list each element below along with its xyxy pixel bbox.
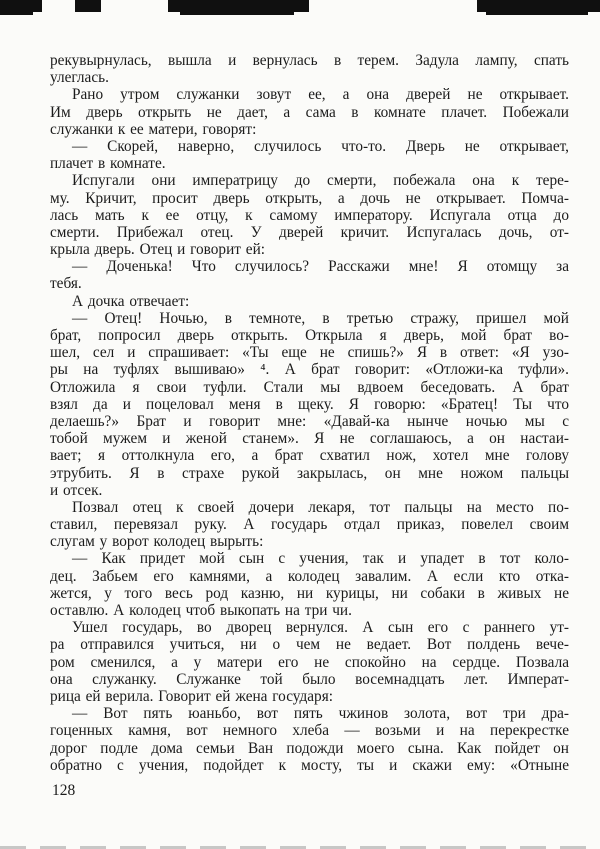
text-line: жется, у того весь род казню, ни курицы, ни собаки в живых не (50, 584, 569, 602)
text-line: Испугали они императрицу до смерти, побежала она к тере- (72, 172, 569, 190)
text-line: крыла дверь. Отец и говорит ей: (50, 241, 266, 259)
text-line: лась мать к ее отцу, к самому императору. Испугала отца до (50, 206, 569, 224)
scan-top-edge-artifact-lower (0, 12, 600, 15)
text-line: А дочка отвечает: (72, 292, 190, 310)
text-line: ры на туфлях вышиваю» ⁴. А брат говорит: «Отложи-ка туфли». (50, 361, 569, 379)
text-line: вает; я оттолкнула его, а брат схватил нож, хотел мне голову (50, 447, 569, 465)
text-line: рекувырнулась, вышла и вернулась в терем. Задула лампу, спать (50, 52, 569, 69)
page-number: 128 (52, 782, 76, 799)
text-line: смерти. Прибежал отец. У дверей кричит. Испугалась дочь, от- (50, 223, 569, 241)
text-line: служанки к ее матери, говорят: (50, 120, 257, 138)
text-line: — Вот пять юаньбо, вот пять чжинов золота, вот три дра- (72, 705, 569, 723)
text-line: му. Кричит, просит дверь открыть, а дочь не открывает. Помча- (50, 189, 569, 207)
text-line: обратно с учения, подойдет к мосту, ты и скажи ему: «Отныне (50, 756, 569, 774)
text-line: оставлю. А колодец чтоб выкопать на три чи. (50, 602, 352, 619)
text-line: делаешь?» Брат и говорит мне: «Давай-ка нынче ночью мы с (50, 412, 569, 430)
text-line: рица ей верила. Говорит ей жена государя: (50, 687, 333, 705)
text-line: брат, попросил дверь открыть. Открыла я дверь, мой брат во- (50, 327, 569, 344)
text-line: тебя. (50, 275, 82, 293)
text-line: — Скорей, наверно, случилось что-то. Дверь не открывает, (72, 137, 569, 155)
text-line: Рано утром служанки зовут ее, а она дверей не открывает. (72, 86, 569, 104)
text-line: Позвал отец к своей дочери лекаря, тот пальцы на место по- (72, 498, 569, 516)
text-line: дец. Забьем его камнями, а колодец завалим. А если кто отка- (50, 567, 569, 585)
text-line: ставил, перевязал руку. А государь отдал приказ, повелел своим (50, 516, 569, 534)
text-line: этрубить. Я в страхе рукой закрылась, он мне ножом пальцы (50, 464, 569, 482)
text-line: и отсек. (50, 481, 103, 499)
text-line: шел, сел и спрашивает: «Ты еще не спишь?» Я в ответ: «Я узо- (50, 344, 569, 362)
text-line: она служанку. Служанке той было восемнадцать лет. Императ- (50, 670, 569, 688)
text-line: ром сменился, а у матери его не спокойно на сердце. Позвала (50, 653, 569, 671)
text-block (50, 52, 569, 774)
text-line: Отложила я свои туфли. Стали мы вдвоем беседовать. А брат (50, 378, 569, 396)
text-line: улеглась. (50, 69, 109, 87)
text-line: — Доченька! Что случилось? Расскажи мне! Я отомщу за (72, 258, 569, 276)
text-line: — Отец! Ночью, в темноте, в третью стражу, пришел мой (72, 309, 569, 327)
text-line: Им дверь открыть не дает, а сама в комнате плачет. Побежали (50, 103, 569, 121)
text-line: тобой мужем и женой станем». Я не соглашаюсь, а он настаи- (50, 430, 569, 448)
text-line: взял да и поцеловал меня в щеку. Я говорю: «Братец! Ты что (50, 395, 569, 413)
text-line: Ушел государь, во дворец вернулся. А сын его с раннего ут- (72, 619, 569, 637)
text-line: гоценных камня, вот немного хлеба — возьми и на перекрестке (50, 722, 569, 740)
scan-top-edge-artifact (0, 0, 600, 12)
text-line: плачет в комнате. (50, 155, 166, 173)
text-line: ра отправился учиться, ни о чем не ведает. Вот полдень вече- (50, 636, 569, 654)
text-line: слугам у ворот колодец вырыть: (50, 533, 264, 551)
text-line: — Как придет мой сын с учения, так и упадет в тот коло- (72, 550, 569, 568)
text-line: дорог подле дома семьи Ван подожди моего сына. Как пойдет он (50, 739, 569, 757)
